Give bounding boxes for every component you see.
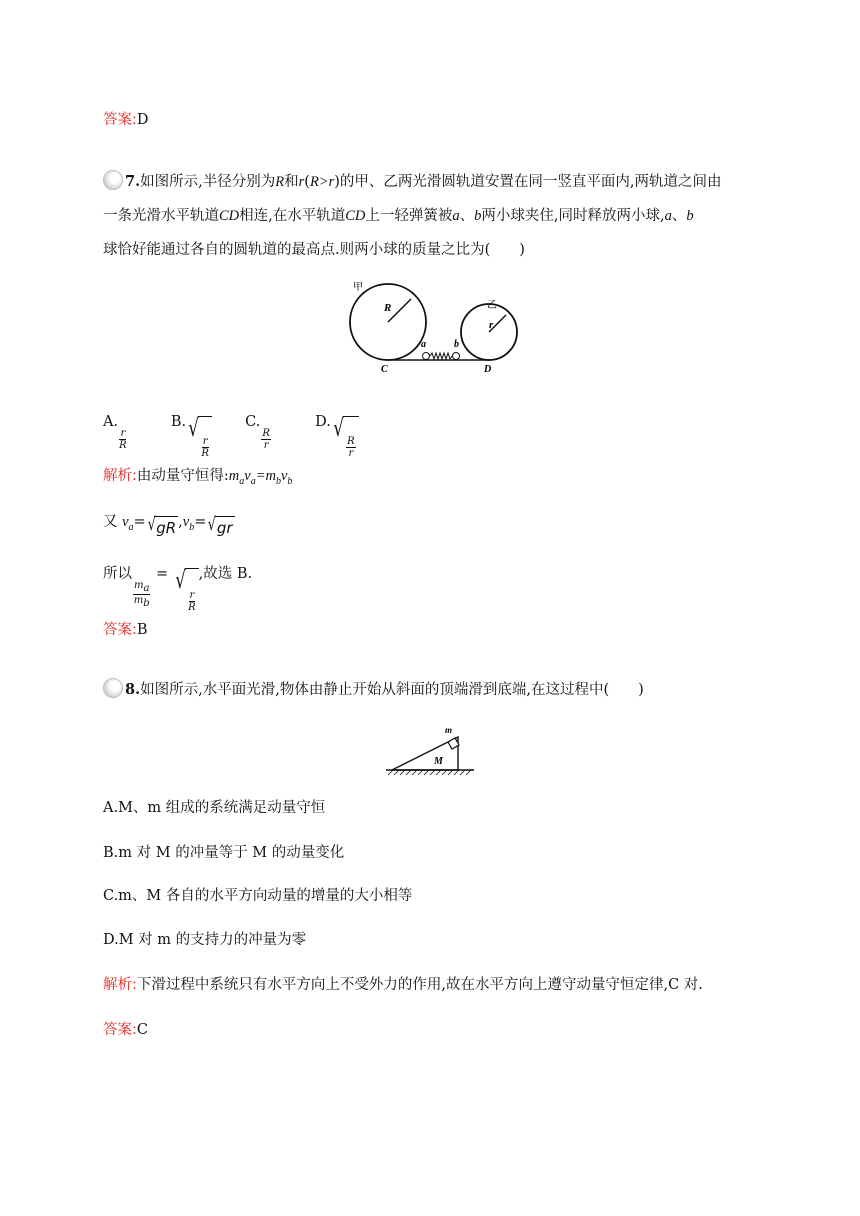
spring [430, 353, 452, 359]
option-B: B. √ $\frac{r}{R}$ [171, 414, 212, 430]
question-7-line-3: 球恰好能通过各自的圆轨道的最高点.则两小球的质量之比为( ) [103, 242, 525, 258]
ball-a [423, 353, 430, 360]
answer-label: 答案: [103, 112, 137, 128]
question-8-stem: 8.如图所示,水平面光滑,物体由静止开始从斜面的顶端滑到底端,在这过程中( ) [103, 678, 644, 700]
question-number: 8. [125, 681, 141, 698]
answer-label: 答案: [103, 1022, 137, 1038]
label-jia: 甲 [353, 282, 363, 293]
label-a: a [421, 339, 426, 350]
answer-7 [103, 620, 148, 640]
figure-circular-tracks [340, 280, 530, 375]
answer-6 [103, 110, 149, 130]
option-8-D: D.M 对 m 的支持力的冲量为零 [103, 932, 307, 948]
answer-8 [103, 1020, 148, 1040]
figure-incline [382, 720, 478, 778]
analysis-7-line-2: 又 $v_a=$ √ gR $,v_b=$ √ gr [103, 514, 233, 537]
question-7-line-1: 7.如图所示,半径分别为R和r(R>r)的甲、乙两光滑圆轨道安置在同一竖直平面内,两轨道之间由 [103, 170, 722, 192]
option-8-A: A.M、m 组成的系统满足动量守恒 [103, 800, 326, 816]
question-number: 7. [125, 173, 141, 190]
label-D: D [484, 364, 492, 375]
label-m: m [445, 725, 453, 735]
ground-hatching [388, 770, 471, 775]
question-bullet-icon [103, 678, 123, 698]
ball-b [453, 353, 460, 360]
analysis-7-line-3: 所以 $\frac{m_a}{m_b}$ = √ $\frac{r}{R}$ ,故选 B. [103, 566, 253, 613]
answer-value: B [136, 622, 148, 638]
answer-label: 答案: [103, 622, 137, 638]
question-bullet-icon [103, 170, 123, 190]
label-M: M [434, 756, 443, 767]
option-8-B: B.m 对 M 的冲量等于 M 的动量变化 [103, 845, 345, 861]
analysis-label: 解析: [103, 977, 137, 993]
analysis-label: 解析: [103, 468, 137, 484]
label-C: C [381, 364, 388, 375]
label-r: r [489, 319, 494, 331]
option-A: A. $\frac{r}{R}$ [103, 414, 127, 451]
question-7-options [103, 410, 359, 459]
option-C: C. $\frac{R}{r}$ [245, 414, 270, 451]
label-R: R [384, 302, 392, 314]
answer-value: D [136, 112, 149, 128]
label-yi: 乙 [487, 300, 497, 311]
option-D: D. √ $\frac{R}{r}$ [315, 414, 359, 430]
analysis-8: 解析:下滑过程中系统只有水平方向上不受外力的作用,故在水平方向上遵守动量守恒定律,C 对. [103, 977, 703, 993]
question-7-line-2: 一条光滑水平轨道CD相连,在水平轨道CD上一轻弹簧被a、b两小球夹住,同时释放两小球,a、b [103, 208, 694, 224]
option-8-C: C.m、M 各自的水平方向动量的增量的大小相等 [103, 888, 413, 904]
radius-R-line [388, 299, 411, 322]
label-b: b [454, 339, 459, 350]
answer-value: C [136, 1022, 148, 1038]
analysis-7-line-1: 解析:由动量守恒得$:m_av_a=m_bv_b$ [103, 468, 293, 487]
momentum-equation: $m_av_a=m_bv_b$ [228, 468, 293, 487]
